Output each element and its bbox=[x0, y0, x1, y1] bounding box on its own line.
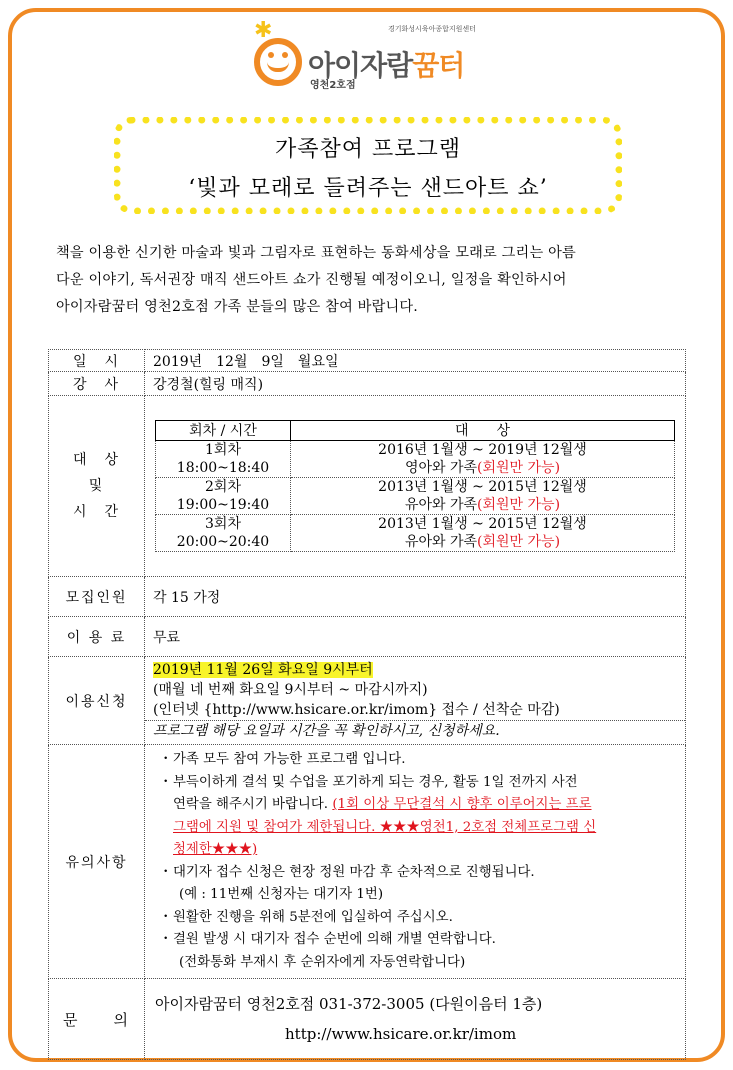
note-item: ・ 부득이하게 결석 및 수업을 포기하게 되는 경우, 활동 1일 전까지 사전 연락을 해주시기 바랍니다. (1회 이상 무단결석 시 향후 이루어지는 프로 그램에 지원 및 참여가 제한됩니다. ★★★영천1, 2호점 전체프로그램 신 청제한★★★) bbox=[159, 774, 597, 857]
schedule-row: 1회차 18:00~18:40 2016년 1월생 ~ 2019년 12월생 영아와 가족(회원만 가능) bbox=[156, 441, 675, 478]
star-icon: ✱ bbox=[254, 18, 273, 43]
title-line-1: 가족참여 프로그램 bbox=[274, 137, 461, 162]
logo bbox=[250, 18, 510, 90]
logo-eye-right bbox=[282, 52, 288, 58]
target-value bbox=[145, 396, 686, 577]
logo-branch: 영천2호점 bbox=[310, 80, 356, 91]
date-value: 2019년 12월 9일 월요일 bbox=[145, 350, 686, 372]
apply-notice: 프로그램 해당 요일과 시간을 꼭 확인하시고, 신청하세요. bbox=[145, 720, 685, 741]
fee-label: 이 용 료 bbox=[49, 617, 145, 657]
schedule-row: 3회차 20:00~20:40 2013년 1월생 ~ 2015년 12월생 유아와 가족(회원만 가능) bbox=[156, 515, 675, 552]
notes-label: 유의사항 bbox=[49, 745, 145, 979]
date-label: 일 시 bbox=[49, 350, 145, 372]
logo-org-name: 경기화성시육아종합지원센터 bbox=[388, 25, 476, 33]
schedule-header-session: 회차 / 시간 bbox=[156, 421, 291, 441]
title-line-2: ‘빛과 모래로 들려주는 샌드아트 쇼’ bbox=[188, 176, 548, 201]
logo-brand-name: 아이자람꿈터 bbox=[308, 49, 465, 82]
instructor-label: 강 사 bbox=[49, 372, 145, 396]
note-item: ・ 결원 발생 시 대기자 접수 순번에 의해 개별 연락합니다. (전화통화 부재시 후 순위자에게 자동연락합니다) bbox=[159, 932, 496, 970]
row-apply bbox=[49, 657, 686, 745]
schedule-table bbox=[155, 420, 675, 552]
row-capacity bbox=[49, 577, 686, 617]
intro-text: 책을 이용한 신기한 마술과 빛과 그림자로 표현하는 동화세상을 모래로 그리는 아름 다운 이야기, 독서권장 매직 샌드아트 쇼가 진행될 예정이오니, 일정을 확인하시어 아이자람꿈터 영천2호점 가족 분들의 많은 참여 바랍니다. bbox=[56, 245, 576, 315]
schedule-row: 2회차 19:00~19:40 2013년 1월생 ~ 2015년 12월생 유아와 가족(회원만 가능) bbox=[156, 478, 675, 515]
row-date bbox=[49, 350, 686, 372]
contact-url: http://www.hsicare.or.kr/imom bbox=[285, 1025, 517, 1043]
contact-label: 문 의 bbox=[49, 979, 145, 1060]
instructor-value: 강경철(힐링 매직) bbox=[145, 372, 686, 396]
target-label: 대 상 및 시 간 bbox=[49, 396, 145, 577]
apply-value: 2019년 11월 26일 화요일 9시부터 (매월 네 번째 화요일 9시부터 ~ 마감시까지) (인터넷 {http://www.hsicare.or.kr/imom} 접수 / 선착순 마감) 프로그램 해당 요일과 시간을 꼭 확인하시고, 신청하세요. bbox=[145, 657, 686, 745]
capacity-label: 모집인원 bbox=[49, 577, 145, 617]
note-item: ・ 대기자 접수 신청은 현장 정원 마감 후 순차적으로 진행됩니다. (예 : 11번째 신청자는 대기자 1번) bbox=[159, 864, 535, 902]
logo-eye-left bbox=[268, 52, 274, 58]
row-notes bbox=[49, 745, 686, 979]
title-box bbox=[114, 117, 622, 214]
row-target bbox=[49, 396, 686, 577]
contact-value: 아이자람꿈터 영천2호점 031-372-3005 (다원이음터 1층) http://www.hsicare.or.kr/imom bbox=[145, 979, 686, 1060]
capacity-value: 각 15 가정 bbox=[145, 577, 686, 617]
schedule-header-target: 대 상 bbox=[291, 421, 675, 441]
info-table bbox=[48, 349, 686, 1060]
row-instructor bbox=[49, 372, 686, 396]
fee-value: 무료 bbox=[145, 617, 686, 657]
row-fee bbox=[49, 617, 686, 657]
schedule-header bbox=[156, 421, 675, 441]
apply-label: 이용신청 bbox=[49, 657, 145, 745]
row-contact bbox=[49, 979, 686, 1060]
notes-value bbox=[145, 745, 686, 979]
note-item: ・ 원활한 진행을 위해 5분전에 입실하여 주십시오. bbox=[159, 909, 453, 925]
apply-date-highlight: 2019년 11월 26일 화요일 9시부터 bbox=[153, 662, 373, 678]
note-item: ・ 가족 모두 참여 가능한 프로그램 입니다. bbox=[159, 752, 406, 767]
